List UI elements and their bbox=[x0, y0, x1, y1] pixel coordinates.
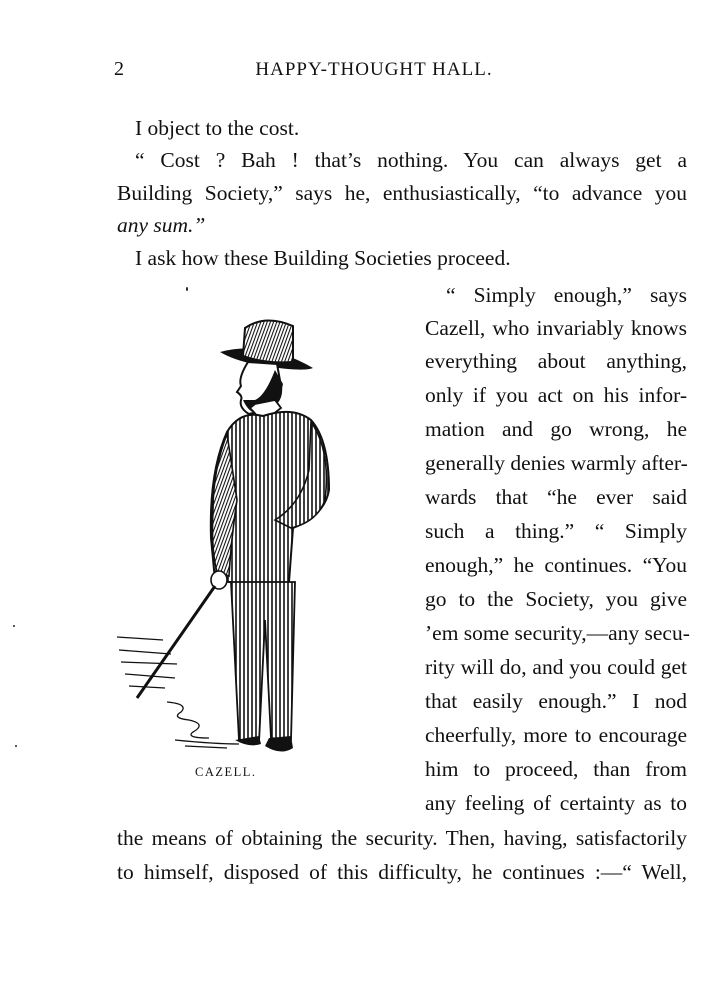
text-line: ’em some security,—any secu- bbox=[425, 621, 690, 645]
text-line: generally denies warmly after- bbox=[425, 451, 688, 475]
text-line: only if you act on his infor- bbox=[425, 383, 687, 407]
text-line: Cazell, who invariably knows bbox=[425, 316, 687, 340]
text-line: I ask how these Building Societies proceed. bbox=[135, 246, 511, 270]
text-line: mation and go wrong, he bbox=[425, 417, 687, 441]
running-title: HAPPY-THOUGHT HALL. bbox=[255, 59, 493, 80]
text-line: to himself, disposed of this difficulty, he continues :—“ Well, bbox=[117, 860, 687, 884]
scan-speck bbox=[15, 745, 17, 747]
text-line: enough,” he continues. “You bbox=[425, 553, 687, 577]
text-line: that easily enough.” I nod bbox=[425, 689, 687, 713]
page-number: 2 bbox=[114, 58, 124, 80]
text-line: any sum.” bbox=[117, 213, 206, 237]
text-line: the means of obtaining the security. Then, having, satisfactorily bbox=[117, 826, 687, 850]
text-line: Building Society,” says he, enthusiastically, “to advance you bbox=[117, 181, 687, 205]
running-header bbox=[0, 58, 728, 82]
scan-speck bbox=[186, 287, 188, 291]
text-line: everything about anything, bbox=[425, 349, 687, 373]
text-line: wards that “he ever said bbox=[425, 485, 687, 509]
text-line: I object to the cost. bbox=[135, 116, 300, 140]
cazell-illustration bbox=[115, 300, 405, 770]
text-line: such a thing.” “ Simply bbox=[425, 519, 687, 543]
illustration-caption: CAZELL. bbox=[195, 765, 257, 779]
text-line: rity will do, and you could get bbox=[425, 655, 687, 679]
text-line: “ Cost ? Bah ! that’s nothing. You can always get a bbox=[135, 148, 687, 172]
text-line: him to proceed, than from bbox=[425, 757, 687, 781]
text-line: go to the Society, you give bbox=[425, 587, 687, 611]
text-line: “ Simply enough,” says bbox=[446, 283, 687, 307]
text-line: cheerfully, more to encourage bbox=[425, 723, 687, 747]
scan-speck bbox=[13, 625, 15, 627]
man-engraving-icon bbox=[115, 300, 405, 770]
text-line: any feeling of certainty as to bbox=[425, 791, 687, 815]
